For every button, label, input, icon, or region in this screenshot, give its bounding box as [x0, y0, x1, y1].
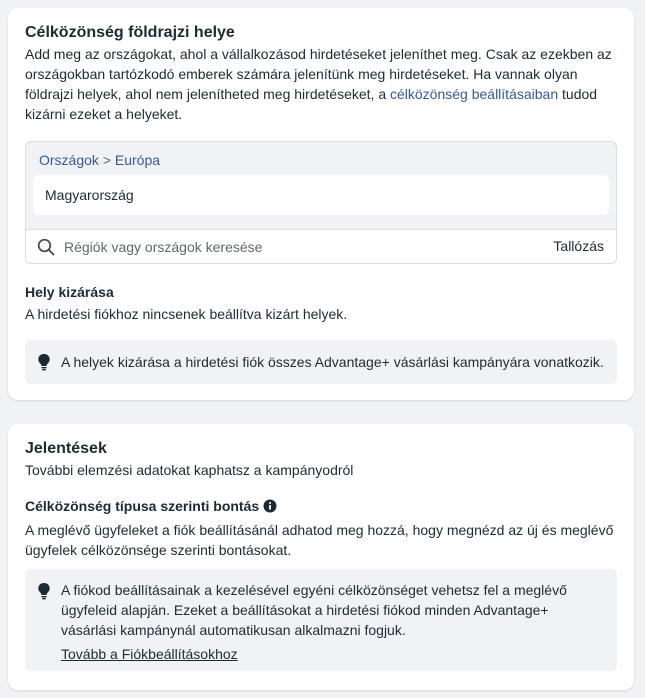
breakdown-title-label: Célközönség típusa szerinti bontás	[25, 498, 260, 514]
location-description-text: Add meg az országokat, ahol a vállalkozásod hirdetéseket jeleníthet meg. Csak az ezekben az országokban tartózkodó emberek számára jelenítünk meg hirdetéseket. Ha vannak olyan földrajzi helyek, ahol nem jelenítheted meg hirdetéseket, a	[25, 46, 612, 102]
selected-country[interactable]	[33, 175, 609, 215]
reports-title: Jelentések	[25, 440, 107, 457]
lightbulb-icon	[37, 582, 51, 600]
location-card	[8, 8, 634, 400]
account-settings-link[interactable]: Tovább a Fiókbeállításokhoz	[61, 646, 238, 662]
location-search-input[interactable]	[64, 237, 504, 257]
search-icon	[37, 238, 55, 256]
reports-subtitle: További elemzési adatokat kaphatsz a kampányodról	[25, 462, 354, 478]
reports-note	[25, 569, 617, 671]
audience-settings-link[interactable]: célközönség beállításaiban	[390, 86, 559, 102]
selected-country-label: Magyarország	[45, 187, 134, 203]
location-search-bar	[26, 229, 616, 264]
breakdown-text: A meglévő ügyfeleket a fiók beállításánál adhatod meg hozzá, hogy megnézd az új és meglévő ügyfelek célközönsége szerinti bontásokat.	[25, 522, 614, 558]
lightbulb-icon	[37, 353, 51, 371]
browse-button[interactable]: Tallózás	[553, 238, 604, 254]
exclusion-note-text: A helyek kizárása a hirdetési fiók összes Advantage+ vásárlási kampányára vonatkozik.	[61, 354, 604, 370]
location-description	[25, 44, 621, 124]
reports-card	[8, 424, 634, 690]
breadcrumb	[39, 151, 160, 169]
breadcrumb-separator: >	[102, 152, 111, 168]
breadcrumb-countries[interactable]: Országok	[39, 152, 99, 168]
exclusion-text: A hirdetési fiókhoz nincsenek beállítva kizárt helyek.	[25, 306, 348, 322]
exclusion-title: Hely kizárása	[25, 284, 114, 300]
exclusion-note	[25, 340, 617, 384]
location-title: Célközönség földrajzi helye	[25, 24, 235, 41]
location-selector	[25, 141, 617, 264]
reports-note-text: A fiókod beállításainak a kezelésével egyéni célközönséget vehetsz fel a meglévő ügyfeleid alapján. Ezeket a beállításokat a hirdetési fiókod minden Advantage+ vásárlási kampánynál automatikusan alkalmazni fogjuk.	[61, 582, 567, 638]
breakdown-title	[25, 498, 277, 514]
location-description-text-end: tudod kizárni ezeket a helyeket.	[25, 86, 598, 122]
breadcrumb-europe[interactable]: Európa	[114, 152, 161, 168]
info-icon[interactable]	[263, 499, 277, 513]
